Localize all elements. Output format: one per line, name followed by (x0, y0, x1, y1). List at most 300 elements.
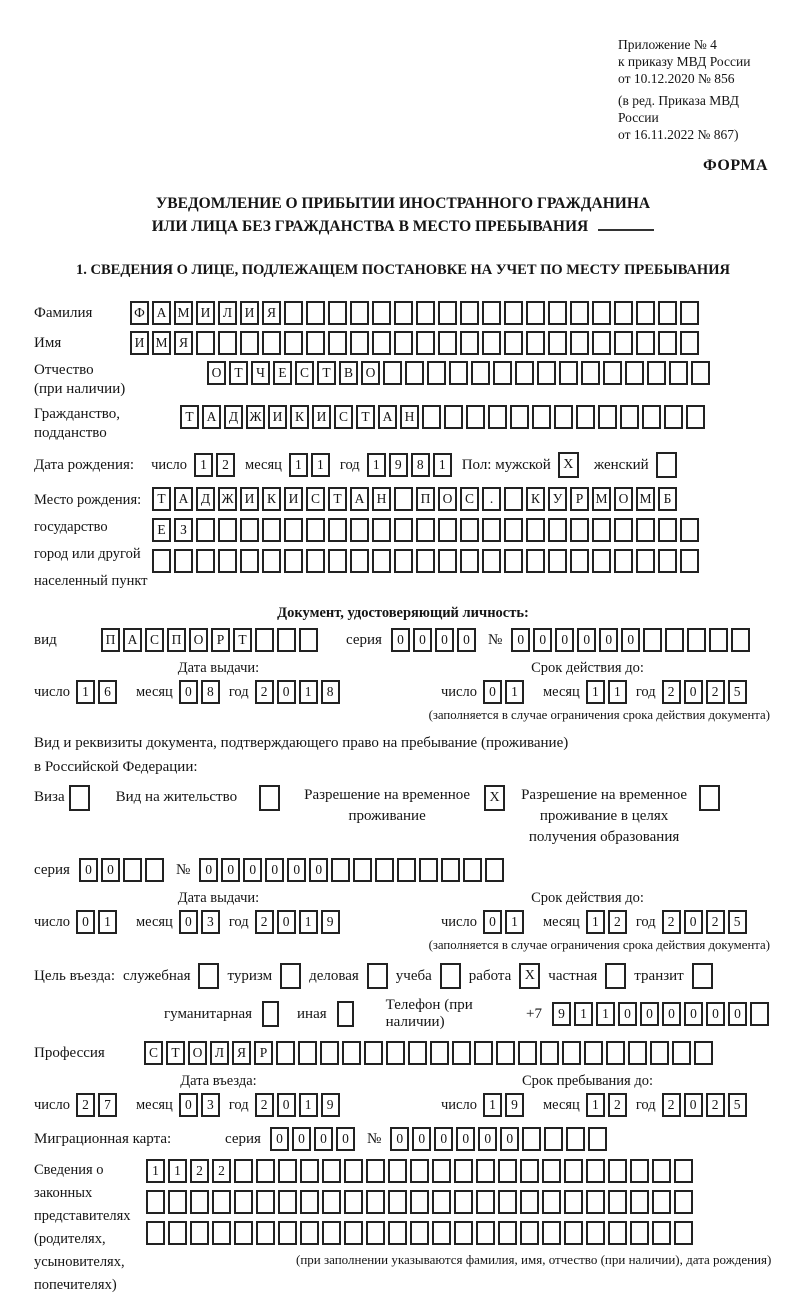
char-cell[interactable]: М (592, 487, 611, 511)
char-cell[interactable]: Т (152, 487, 171, 511)
char-cell[interactable]: 9 (389, 453, 408, 477)
char-cell[interactable] (570, 518, 589, 542)
purpose-study-checkbox[interactable] (440, 963, 461, 989)
char-cell[interactable] (504, 549, 523, 573)
char-cell[interactable]: О (188, 1041, 207, 1065)
char-cell[interactable] (570, 549, 589, 573)
char-cell[interactable] (532, 405, 551, 429)
char-cell[interactable] (658, 331, 677, 355)
char-cell[interactable] (328, 549, 347, 573)
char-cell[interactable] (510, 405, 529, 429)
char-cell[interactable]: 0 (336, 1127, 355, 1151)
char-cell[interactable]: Е (273, 361, 292, 385)
char-cell[interactable]: Ж (246, 405, 265, 429)
char-cell[interactable] (526, 549, 545, 573)
char-cell[interactable]: 0 (391, 628, 410, 652)
char-cell[interactable]: И (312, 405, 331, 429)
char-cell[interactable] (518, 1041, 537, 1065)
char-cell[interactable]: Р (570, 487, 589, 511)
char-cell[interactable]: Р (254, 1041, 273, 1065)
char-cell[interactable]: О (361, 361, 380, 385)
char-cell[interactable] (504, 487, 523, 511)
char-cell[interactable] (300, 1190, 319, 1214)
char-cell[interactable] (566, 1127, 585, 1151)
char-cell[interactable] (394, 518, 413, 542)
char-cell[interactable] (674, 1190, 693, 1214)
char-cell[interactable] (240, 331, 259, 355)
char-cell[interactable] (328, 331, 347, 355)
char-cell[interactable]: 0 (101, 858, 120, 882)
char-cell[interactable]: 1 (146, 1159, 165, 1183)
char-cell[interactable]: . (482, 487, 501, 511)
char-cell[interactable]: М (152, 331, 171, 355)
char-cell[interactable] (537, 361, 556, 385)
char-cell[interactable]: Л (218, 301, 237, 325)
char-cell[interactable] (636, 518, 655, 542)
char-cell[interactable] (218, 331, 237, 355)
char-cell[interactable]: 9 (321, 1093, 340, 1117)
char-cell[interactable] (564, 1190, 583, 1214)
char-cell[interactable] (548, 331, 567, 355)
purpose-official-checkbox[interactable] (198, 963, 219, 989)
char-cell[interactable]: 1 (505, 680, 524, 704)
char-cell[interactable]: 0 (456, 1127, 475, 1151)
char-cell[interactable] (196, 331, 215, 355)
char-cell[interactable]: И (240, 301, 259, 325)
char-cell[interactable] (485, 858, 504, 882)
char-cell[interactable] (664, 405, 683, 429)
char-cell[interactable]: О (207, 361, 226, 385)
char-cell[interactable]: Д (196, 487, 215, 511)
char-cell[interactable]: 0 (621, 628, 640, 652)
char-cell[interactable]: 1 (168, 1159, 187, 1183)
char-cell[interactable] (643, 628, 662, 652)
char-cell[interactable]: 0 (555, 628, 574, 652)
char-cell[interactable]: 9 (505, 1093, 524, 1117)
char-cell[interactable] (278, 1221, 297, 1245)
char-cell[interactable] (482, 301, 501, 325)
temp-permit-checkbox[interactable]: X (484, 785, 505, 811)
char-cell[interactable] (145, 858, 164, 882)
char-cell[interactable]: С (334, 405, 353, 429)
char-cell[interactable] (680, 331, 699, 355)
char-cell[interactable] (190, 1190, 209, 1214)
char-cell[interactable] (196, 518, 215, 542)
char-cell[interactable] (350, 331, 369, 355)
char-cell[interactable] (372, 331, 391, 355)
char-cell[interactable]: 6 (98, 680, 117, 704)
char-cell[interactable]: 1 (299, 1093, 318, 1117)
char-cell[interactable] (438, 549, 457, 573)
char-cell[interactable] (350, 518, 369, 542)
char-cell[interactable] (542, 1190, 561, 1214)
char-cell[interactable] (438, 331, 457, 355)
char-cell[interactable] (394, 549, 413, 573)
char-cell[interactable] (146, 1221, 165, 1245)
char-cell[interactable]: Т (317, 361, 336, 385)
char-cell[interactable]: 2 (255, 1093, 274, 1117)
char-cell[interactable]: 2 (212, 1159, 231, 1183)
char-cell[interactable]: 0 (277, 910, 296, 934)
char-cell[interactable]: Н (372, 487, 391, 511)
char-cell[interactable] (522, 1127, 541, 1151)
char-cell[interactable] (614, 518, 633, 542)
char-cell[interactable] (482, 549, 501, 573)
char-cell[interactable] (504, 518, 523, 542)
char-cell[interactable] (350, 301, 369, 325)
char-cell[interactable] (687, 628, 706, 652)
char-cell[interactable]: 0 (577, 628, 596, 652)
char-cell[interactable]: 1 (586, 910, 605, 934)
char-cell[interactable] (331, 858, 350, 882)
char-cell[interactable] (476, 1190, 495, 1214)
char-cell[interactable] (262, 331, 281, 355)
char-cell[interactable] (372, 301, 391, 325)
char-cell[interactable] (520, 1221, 539, 1245)
char-cell[interactable]: 0 (179, 1093, 198, 1117)
char-cell[interactable]: 0 (79, 858, 98, 882)
char-cell[interactable]: 5 (728, 1093, 747, 1117)
char-cell[interactable] (190, 1221, 209, 1245)
purpose-tourism-checkbox[interactable] (280, 963, 301, 989)
visa-checkbox[interactable] (69, 785, 90, 811)
char-cell[interactable] (669, 361, 688, 385)
char-cell[interactable]: 0 (478, 1127, 497, 1151)
char-cell[interactable]: О (614, 487, 633, 511)
char-cell[interactable] (276, 1041, 295, 1065)
char-cell[interactable]: Н (400, 405, 419, 429)
char-cell[interactable]: П (167, 628, 186, 652)
char-cell[interactable] (388, 1190, 407, 1214)
char-cell[interactable]: Т (328, 487, 347, 511)
char-cell[interactable]: С (460, 487, 479, 511)
char-cell[interactable] (466, 405, 485, 429)
char-cell[interactable] (372, 549, 391, 573)
char-cell[interactable] (460, 518, 479, 542)
char-cell[interactable] (652, 1221, 671, 1245)
char-cell[interactable] (548, 518, 567, 542)
char-cell[interactable] (386, 1041, 405, 1065)
char-cell[interactable] (320, 1041, 339, 1065)
char-cell[interactable]: Ч (251, 361, 270, 385)
char-cell[interactable] (576, 405, 595, 429)
char-cell[interactable] (680, 518, 699, 542)
char-cell[interactable] (344, 1221, 363, 1245)
char-cell[interactable] (277, 628, 296, 652)
char-cell[interactable]: Т (356, 405, 375, 429)
char-cell[interactable]: 0 (179, 680, 198, 704)
char-cell[interactable] (416, 331, 435, 355)
char-cell[interactable]: С (295, 361, 314, 385)
char-cell[interactable]: С (306, 487, 325, 511)
char-cell[interactable] (658, 518, 677, 542)
char-cell[interactable]: 2 (255, 910, 274, 934)
char-cell[interactable] (212, 1190, 231, 1214)
char-cell[interactable]: К (262, 487, 281, 511)
char-cell[interactable] (474, 1041, 493, 1065)
char-cell[interactable] (680, 549, 699, 573)
char-cell[interactable] (476, 1221, 495, 1245)
char-cell[interactable] (218, 518, 237, 542)
char-cell[interactable] (146, 1190, 165, 1214)
char-cell[interactable] (432, 1190, 451, 1214)
char-cell[interactable]: 2 (662, 680, 681, 704)
char-cell[interactable]: 0 (243, 858, 262, 882)
char-cell[interactable]: 0 (413, 628, 432, 652)
char-cell[interactable]: 2 (608, 1093, 627, 1117)
char-cell[interactable]: Б (658, 487, 677, 511)
char-cell[interactable]: 1 (608, 680, 627, 704)
sex-male-checkbox[interactable]: X (558, 452, 579, 478)
char-cell[interactable] (482, 331, 501, 355)
char-cell[interactable] (284, 518, 303, 542)
char-cell[interactable]: М (636, 487, 655, 511)
char-cell[interactable] (526, 331, 545, 355)
char-cell[interactable] (647, 361, 666, 385)
char-cell[interactable] (366, 1221, 385, 1245)
char-cell[interactable] (636, 549, 655, 573)
char-cell[interactable]: А (152, 301, 171, 325)
char-cell[interactable]: 9 (321, 910, 340, 934)
char-cell[interactable]: И (240, 487, 259, 511)
char-cell[interactable] (498, 1221, 517, 1245)
char-cell[interactable] (366, 1190, 385, 1214)
char-cell[interactable]: М (174, 301, 193, 325)
char-cell[interactable]: 0 (270, 1127, 289, 1151)
char-cell[interactable]: 1 (194, 453, 213, 477)
purpose-transit-checkbox[interactable] (692, 963, 713, 989)
char-cell[interactable] (256, 1221, 275, 1245)
char-cell[interactable]: 0 (179, 910, 198, 934)
char-cell[interactable] (322, 1221, 341, 1245)
char-cell[interactable] (405, 361, 424, 385)
char-cell[interactable]: 0 (199, 858, 218, 882)
char-cell[interactable]: И (196, 301, 215, 325)
char-cell[interactable]: А (350, 487, 369, 511)
char-cell[interactable] (686, 405, 705, 429)
char-cell[interactable] (427, 361, 446, 385)
char-cell[interactable]: 2 (662, 910, 681, 934)
char-cell[interactable] (152, 549, 171, 573)
char-cell[interactable]: 0 (728, 1002, 747, 1026)
char-cell[interactable] (584, 1041, 603, 1065)
char-cell[interactable]: 2 (608, 910, 627, 934)
char-cell[interactable]: З (174, 518, 193, 542)
char-cell[interactable]: 0 (500, 1127, 519, 1151)
char-cell[interactable]: 1 (311, 453, 330, 477)
purpose-humanitarian-checkbox[interactable] (262, 1001, 279, 1027)
char-cell[interactable] (300, 1221, 319, 1245)
char-cell[interactable]: 0 (706, 1002, 725, 1026)
char-cell[interactable]: 8 (411, 453, 430, 477)
char-cell[interactable]: 1 (505, 910, 524, 934)
purpose-other-checkbox[interactable] (337, 1001, 354, 1027)
char-cell[interactable] (342, 1041, 361, 1065)
char-cell[interactable] (598, 405, 617, 429)
char-cell[interactable] (493, 361, 512, 385)
char-cell[interactable] (630, 1190, 649, 1214)
char-cell[interactable] (306, 518, 325, 542)
char-cell[interactable] (328, 301, 347, 325)
char-cell[interactable] (559, 361, 578, 385)
char-cell[interactable]: 0 (684, 680, 703, 704)
char-cell[interactable] (658, 301, 677, 325)
char-cell[interactable] (520, 1190, 539, 1214)
char-cell[interactable] (548, 549, 567, 573)
char-cell[interactable] (422, 405, 441, 429)
char-cell[interactable]: Т (166, 1041, 185, 1065)
char-cell[interactable]: 0 (277, 1093, 296, 1117)
char-cell[interactable] (731, 628, 750, 652)
char-cell[interactable]: Т (229, 361, 248, 385)
char-cell[interactable]: 0 (390, 1127, 409, 1151)
char-cell[interactable] (614, 549, 633, 573)
char-cell[interactable] (419, 858, 438, 882)
char-cell[interactable]: 1 (76, 680, 95, 704)
char-cell[interactable] (588, 1127, 607, 1151)
char-cell[interactable] (608, 1190, 627, 1214)
char-cell[interactable] (262, 518, 281, 542)
char-cell[interactable] (526, 518, 545, 542)
char-cell[interactable] (665, 628, 684, 652)
char-cell[interactable] (394, 487, 413, 511)
char-cell[interactable] (306, 331, 325, 355)
char-cell[interactable] (306, 549, 325, 573)
char-cell[interactable]: 0 (533, 628, 552, 652)
char-cell[interactable] (212, 1221, 231, 1245)
char-cell[interactable] (375, 858, 394, 882)
char-cell[interactable] (709, 628, 728, 652)
char-cell[interactable] (463, 858, 482, 882)
char-cell[interactable]: 0 (511, 628, 530, 652)
char-cell[interactable] (562, 1041, 581, 1065)
char-cell[interactable] (444, 405, 463, 429)
char-cell[interactable]: 2 (662, 1093, 681, 1117)
char-cell[interactable] (592, 301, 611, 325)
char-cell[interactable] (278, 1190, 297, 1214)
char-cell[interactable] (240, 518, 259, 542)
char-cell[interactable] (642, 405, 661, 429)
char-cell[interactable]: А (123, 628, 142, 652)
char-cell[interactable] (174, 549, 193, 573)
char-cell[interactable]: Ж (218, 487, 237, 511)
char-cell[interactable]: С (145, 628, 164, 652)
char-cell[interactable] (383, 361, 402, 385)
char-cell[interactable]: И (284, 487, 303, 511)
char-cell[interactable] (460, 301, 479, 325)
char-cell[interactable]: Е (152, 518, 171, 542)
char-cell[interactable] (650, 1041, 669, 1065)
char-cell[interactable] (691, 361, 710, 385)
char-cell[interactable]: 2 (216, 453, 235, 477)
char-cell[interactable]: А (202, 405, 221, 429)
char-cell[interactable] (240, 549, 259, 573)
char-cell[interactable]: Т (233, 628, 252, 652)
char-cell[interactable] (218, 549, 237, 573)
char-cell[interactable] (284, 301, 303, 325)
char-cell[interactable] (416, 301, 435, 325)
char-cell[interactable]: 2 (706, 910, 725, 934)
char-cell[interactable] (606, 1041, 625, 1065)
char-cell[interactable]: 2 (706, 680, 725, 704)
purpose-private-checkbox[interactable] (605, 963, 626, 989)
char-cell[interactable] (460, 331, 479, 355)
char-cell[interactable]: 0 (684, 1093, 703, 1117)
char-cell[interactable]: 1 (433, 453, 452, 477)
char-cell[interactable] (234, 1221, 253, 1245)
char-cell[interactable]: 0 (640, 1002, 659, 1026)
char-cell[interactable]: 1 (299, 910, 318, 934)
char-cell[interactable] (620, 405, 639, 429)
char-cell[interactable]: К (526, 487, 545, 511)
char-cell[interactable] (416, 549, 435, 573)
char-cell[interactable] (350, 549, 369, 573)
char-cell[interactable] (592, 549, 611, 573)
char-cell[interactable]: 9 (552, 1002, 571, 1026)
char-cell[interactable] (694, 1041, 713, 1065)
char-cell[interactable]: 1 (596, 1002, 615, 1026)
char-cell[interactable]: 1 (483, 1093, 502, 1117)
char-cell[interactable] (504, 301, 523, 325)
char-cell[interactable]: О (438, 487, 457, 511)
char-cell[interactable] (482, 518, 501, 542)
char-cell[interactable]: И (130, 331, 149, 355)
char-cell[interactable] (328, 518, 347, 542)
char-cell[interactable] (196, 549, 215, 573)
char-cell[interactable]: 1 (367, 453, 386, 477)
char-cell[interactable]: А (378, 405, 397, 429)
char-cell[interactable] (526, 301, 545, 325)
char-cell[interactable]: Я (262, 301, 281, 325)
char-cell[interactable] (750, 1002, 769, 1026)
char-cell[interactable] (515, 361, 534, 385)
char-cell[interactable] (608, 1221, 627, 1245)
purpose-business-checkbox[interactable] (367, 963, 388, 989)
char-cell[interactable] (488, 405, 507, 429)
char-cell[interactable] (284, 549, 303, 573)
char-cell[interactable]: 7 (98, 1093, 117, 1117)
char-cell[interactable]: 1 (299, 680, 318, 704)
char-cell[interactable] (586, 1190, 605, 1214)
char-cell[interactable] (452, 1041, 471, 1065)
char-cell[interactable] (586, 1221, 605, 1245)
char-cell[interactable] (322, 1190, 341, 1214)
char-cell[interactable] (394, 331, 413, 355)
char-cell[interactable] (416, 518, 435, 542)
char-cell[interactable] (168, 1190, 187, 1214)
char-cell[interactable]: 0 (76, 910, 95, 934)
char-cell[interactable]: 0 (292, 1127, 311, 1151)
char-cell[interactable] (299, 628, 318, 652)
char-cell[interactable]: 0 (412, 1127, 431, 1151)
char-cell[interactable] (672, 1041, 691, 1065)
char-cell[interactable] (625, 361, 644, 385)
char-cell[interactable] (123, 858, 142, 882)
sex-female-checkbox[interactable] (656, 452, 677, 478)
char-cell[interactable] (548, 301, 567, 325)
char-cell[interactable] (234, 1190, 253, 1214)
char-cell[interactable] (636, 331, 655, 355)
char-cell[interactable] (628, 1041, 647, 1065)
char-cell[interactable] (353, 858, 372, 882)
char-cell[interactable] (564, 1221, 583, 1245)
char-cell[interactable] (284, 331, 303, 355)
char-cell[interactable] (438, 301, 457, 325)
char-cell[interactable]: 0 (277, 680, 296, 704)
char-cell[interactable]: 0 (435, 628, 454, 652)
char-cell[interactable]: 1 (98, 910, 117, 934)
char-cell[interactable] (674, 1221, 693, 1245)
